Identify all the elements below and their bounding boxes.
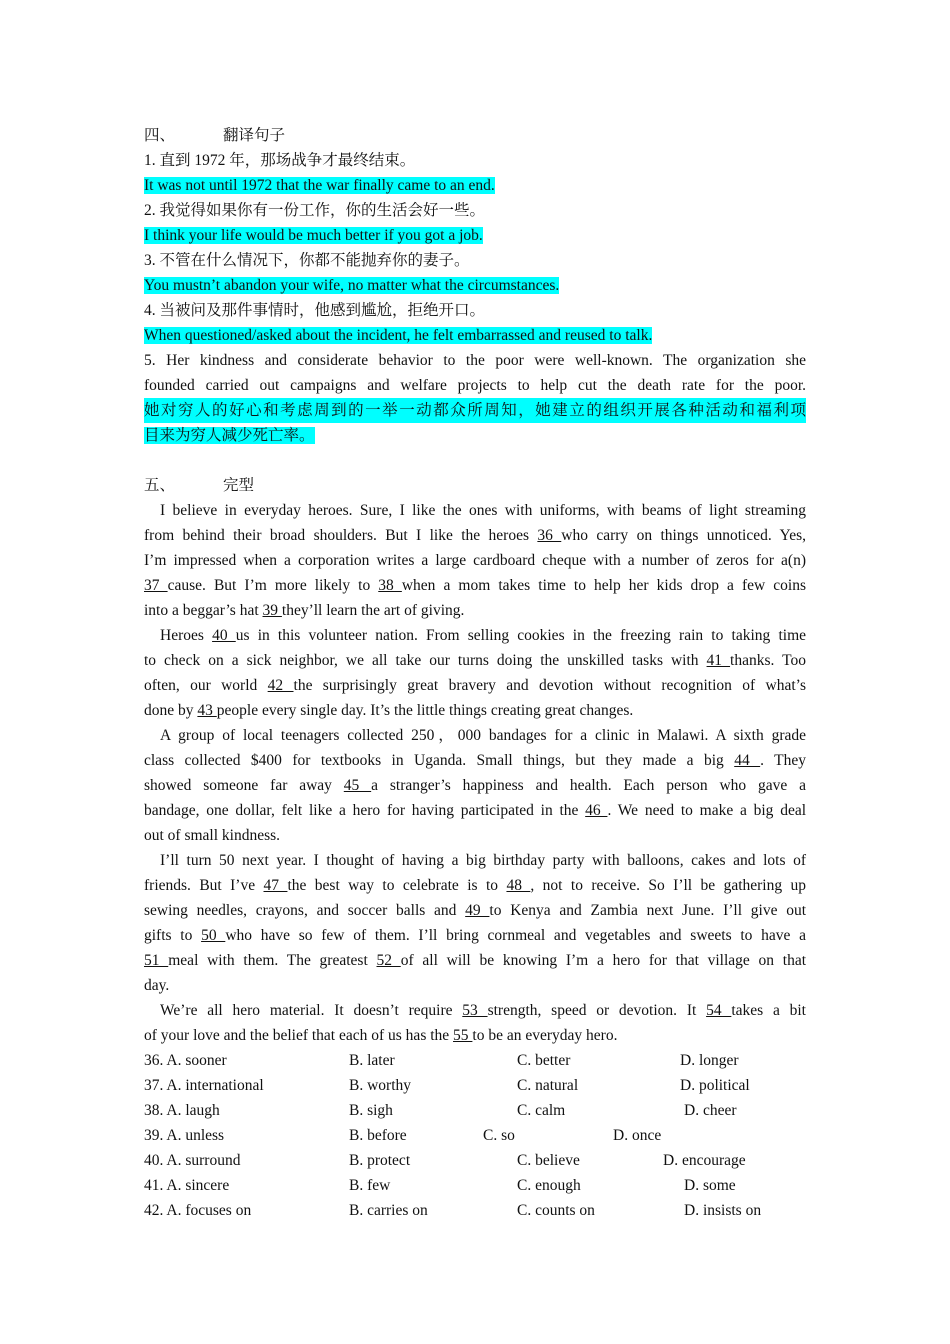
passage-p2-line-3: often, our world 42 the surprisingly great bravery and devotion without recognition of what’s (144, 677, 807, 694)
passage-p4-line-5: 51 meal with them. The greatest 52 of all will be knowing I’m a hero for that village on that (144, 952, 807, 969)
blank-41: 41 (706, 652, 731, 669)
option-36-d: D. longer (680, 1052, 739, 1069)
option-36-c: C. better (517, 1052, 571, 1069)
passage-p3-line-2: class collected $400 for textbooks in Uganda. Small things, but they made a big 44 . They (144, 752, 807, 769)
option-row-42 (144, 1198, 806, 1223)
option-row-38 (144, 1098, 806, 1123)
section-5-title: 完型 (223, 477, 255, 494)
blank-51: 51 (144, 952, 169, 969)
option-38-d: D. cheer (684, 1102, 737, 1119)
blank-45: 45 (343, 777, 372, 794)
passage-p3-line-3: showed someone far away 45 a stranger’s happiness and health. Each person who gave a (144, 777, 806, 794)
passage-p2-line-4: done by 43 people every single day. It’s the little things creating great changes. (144, 702, 634, 719)
translation-question-5-line-1: 5. Her kindness and considerate behavior to the poor were well-known. The organization she (144, 352, 806, 369)
passage-p5-line-1: We’re all hero material. It doesn’t require 53 strength, speed or devotion. It 54 takes a bit (160, 1002, 806, 1019)
passage-p4-line-3: sewing needles, crayons, and soccer balls and 49 to Kenya and Zambia next June. I’ll give out (144, 902, 806, 919)
blank-47: 47 (263, 877, 288, 894)
option-37-a: 37. A. international (144, 1077, 264, 1094)
blank-46: 46 (585, 802, 608, 819)
option-41-a: 41. A. sincere (144, 1177, 230, 1194)
option-42-a: 42. A. focuses on (144, 1202, 252, 1219)
passage-p4-line-2: friends. But I’ve 47 the best way to celebrate is to 48 , not to receive. So I’ll be gathering up (144, 877, 807, 894)
option-38-a: 38. A. laugh (144, 1102, 220, 1119)
blank-36: 36 (537, 527, 562, 544)
option-37-b: B. worthy (349, 1077, 411, 1094)
option-40-b: B. protect (349, 1152, 411, 1169)
passage-p1-line-1: I believe in everyday heroes. Sure, I like the ones with uniforms, with beams of light streaming (160, 502, 806, 519)
option-41-c: C. enough (517, 1177, 581, 1194)
blank-52: 52 (376, 952, 401, 969)
passage-p3-line-1: A group of local teenagers collected 250，000 bandages for a clinic in Malawi. A sixth grade (160, 727, 806, 744)
blank-53: 53 (462, 1002, 488, 1019)
passage-p4-line-1: I’ll turn 50 next year. I thought of having a big birthday party with balloons, cakes and lots of (160, 852, 806, 869)
section-4-number: 四、 (144, 127, 176, 144)
translation-answer-2: I think your life would be much better if you got a job. (144, 227, 483, 244)
option-row-37 (144, 1073, 806, 1098)
translation-answer-5-line-1: 她对穷人的好心和考虑周到的一举一动都众所周知，她建立的组织开展各种活动和福利项 (144, 398, 806, 423)
option-38-c: C. calm (517, 1102, 566, 1119)
passage-p1-line-4: 37 cause. But I’m more likely to 38 when a mom takes time to help her kids drop a few coins (144, 577, 806, 594)
document-page (144, 123, 806, 1223)
section-5-number: 五、 (144, 477, 176, 494)
option-42-d: D. insists on (684, 1202, 762, 1219)
translation-question-5-line-2: founded carried out campaigns and welfare projects to help cut the death rate for the poor. (144, 377, 806, 394)
passage-p2-line-2: to check on a sick neighbor, we all take our turns doing the unskilled tasks with 41 thanks. Too (144, 652, 806, 669)
blank-48: 48 (506, 877, 531, 894)
passage-p3-line-5: out of small kindness. (144, 827, 281, 844)
passage-p1-line-2: from behind their broad shoulders. But I like the heroes 36 who carry on things unnoticed. Yes, (144, 527, 806, 544)
translation-answer-5-line-2: 目来为穷人减少死亡率。 (144, 427, 315, 444)
option-39-c: C. so (483, 1127, 515, 1144)
passage-p4-line-4: gifts to 50 who have so few of them. I’ll bring cornmeal and vegetables and sweets to have a (144, 927, 806, 944)
blank-40: 40 (212, 627, 236, 644)
option-39-d: D. once (613, 1127, 662, 1144)
passage-p3-line-4: bandage, one dollar, felt like a hero for having participated in the 46 . We need to make a big deal (144, 802, 807, 819)
option-row-41 (144, 1173, 806, 1198)
option-40-a: 40. A. surround (144, 1152, 241, 1169)
option-42-b: B. carries on (349, 1202, 428, 1219)
blank-49: 49 (465, 902, 490, 919)
passage-p4-line-6: day. (144, 977, 170, 994)
passage-p2-line-1: Heroes 40 us in this volunteer nation. From selling cookies in the freezing rain to taking time (160, 627, 806, 644)
option-37-d: D. political (680, 1077, 750, 1094)
option-row-40 (144, 1148, 806, 1173)
translation-question-1: 1. 直到 1972 年，那场战争才最终结束。 (144, 152, 416, 169)
blank-50: 50 (201, 927, 226, 944)
translation-answer-3: You mustn’t abandon your wife, no matter what the circumstances. (144, 277, 560, 294)
option-row-39 (144, 1123, 806, 1148)
blank-55: 55 (453, 1027, 473, 1044)
section-4-heading (144, 123, 806, 148)
option-41-d: D. some (684, 1177, 736, 1194)
translation-question-2: 2. 我觉得如果你有一份工作，你的生活会好一些。 (144, 202, 486, 219)
option-40-d: D. encourage (663, 1152, 746, 1169)
blank-54: 54 (706, 1002, 732, 1019)
option-37-c: C. natural (517, 1077, 579, 1094)
passage-p1-line-3: I’m impressed when a corporation writes a large cardboard cheque with a number of zeros for a(n) (144, 552, 806, 569)
passage-p5-line-2: of your love and the belief that each of us has the 55 to be an everyday hero. (144, 1027, 618, 1044)
blank-44: 44 (734, 752, 761, 769)
section-5-heading (144, 473, 806, 498)
blank-38: 38 (378, 577, 402, 594)
passage-p1-line-5: into a beggar’s hat 39 they’ll learn the art of giving. (144, 602, 465, 619)
blank-43: 43 (197, 702, 217, 719)
option-36-b: B. later (349, 1052, 395, 1069)
option-42-c: C. counts on (517, 1202, 595, 1219)
translation-answer-1: It was not until 1972 that the war finally came to an end. (144, 177, 495, 194)
option-41-b: B. few (349, 1177, 391, 1194)
translation-question-3: 3. 不管在什么情况下，你都不能抛弃你的妻子。 (144, 252, 470, 269)
option-row-36 (144, 1048, 806, 1073)
translation-question-4: 4. 当被问及那件事情时，他感到尴尬，拒绝开口。 (144, 302, 486, 319)
option-39-b: B. before (349, 1127, 407, 1144)
option-38-b: B. sigh (349, 1102, 393, 1119)
blank-42: 42 (267, 677, 294, 694)
blank-39: 39 (262, 602, 282, 619)
option-39-a: 39. A. unless (144, 1127, 225, 1144)
option-36-a: 36. A. sooner (144, 1052, 227, 1069)
option-40-c: C. believe (517, 1152, 580, 1169)
blank-37: 37 (144, 577, 168, 594)
section-4-title: 翻译句子 (223, 127, 286, 144)
translation-answer-4: When questioned/asked about the incident, he felt embarrassed and reused to talk. (144, 327, 653, 344)
